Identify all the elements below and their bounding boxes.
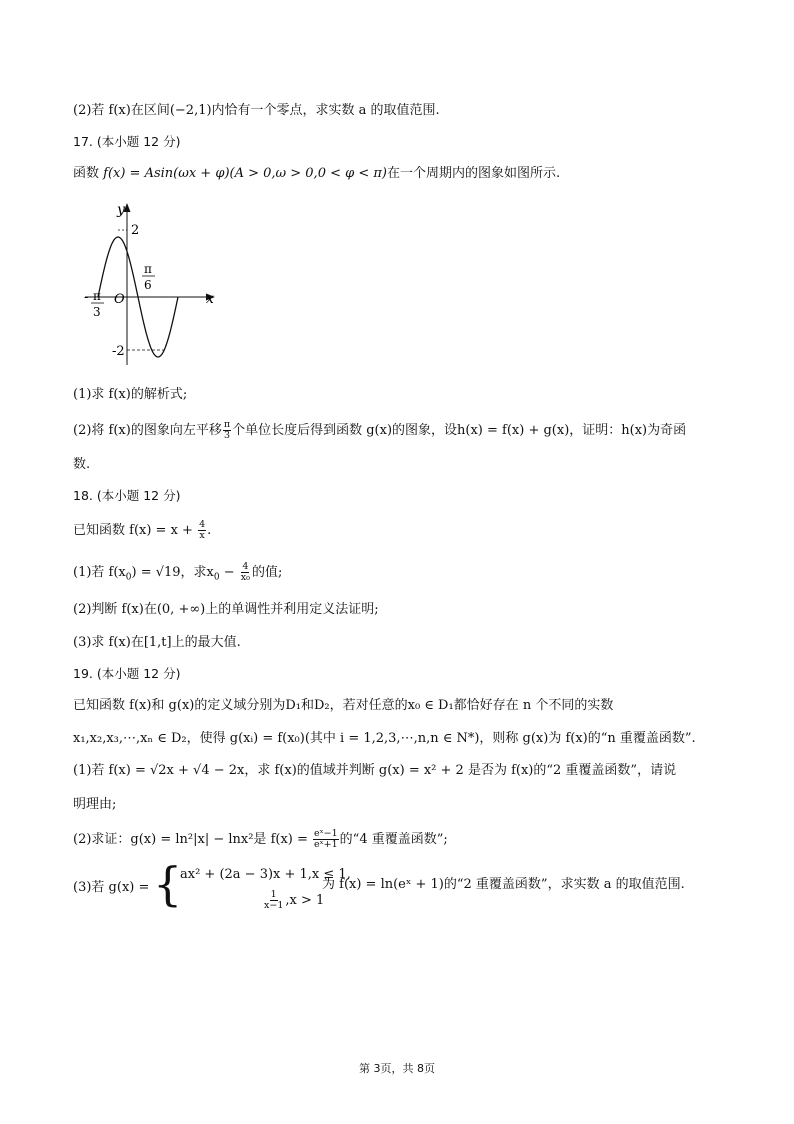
q19-part1-cont: 明理由; [73,797,117,812]
q19-part3-case2-fraction [263,890,284,911]
fraction-denominator: x−1 [264,900,284,911]
q16-part2: (2)若 f(x)在区间(−2,1)内恰有一个零点，求实数 a 的取值范围. [73,103,440,118]
q19-part3-rest: 为 f(x) = ln(eˣ + 1)的“2 重覆盖函数”，求实数 a 的取值范围. [322,877,685,892]
q18-part1: (1)若 $f(x_0) = √19$，求$x_0$ − $\frac{4}{\text{x₀}}$ 的值; [73,561,283,583]
q19-part3-case2 [262,890,324,911]
left-zero-denominator: 3 [93,305,101,319]
q17-part2-fraction [223,420,231,441]
q18-stem [73,520,211,541]
q19-stem-line1: 已知函数 f(x)和 g(x)的定义域分别为D₁和D₂，若对任意的x₀ ∈ D₁都恰好存在 n 个不同的实数 [73,698,614,713]
q19-part1: (1)若 f(x) = √2x + √4 − 2x，求 f(x)的值域并判断 g(x) = x² + 2 是否为 f(x)的“2 重覆盖函数”，请说 [73,763,677,778]
x-axis-label: x [206,291,214,307]
q19-stem-line2: x₁,x₂,x₃,⋯,xₙ ∈ D₂，使得 g(xᵢ) = f(x₀)(其中 i = 1,2,3,⋯,n,n ∈ N*)，则称 g(x)为 f(x)的“n 重覆盖函数”. [73,731,696,746]
right-zero-denominator: 6 [144,278,152,292]
fraction-denominator: x₀ [240,572,250,583]
max-value-label: 2 [131,223,140,238]
q18-part1-end: 的值; [251,565,283,580]
fraction-numerator: 1 [270,889,277,900]
q19-header: 19. (本小题 12 分) [73,666,181,681]
q17-stem-text: 函数 [73,166,104,181]
q18-part2: (2)判断 f(x)在(0, +∞)上的单调性并利用定义法证明; [73,602,379,617]
fraction-numerator: 4 [199,519,206,530]
q19-part3-lead: (3)若 g(x) = [73,880,150,895]
y-axis-label: y [117,202,125,218]
q18-stem-fraction [198,520,206,541]
q19-part2 [73,829,448,850]
q17-part2-text: (2)将 f(x)的图象向左平移 [73,423,222,438]
q17-part2 [73,420,686,441]
q18-part3: (3)求 f(x)在[1,t]上的最大值. [73,635,241,650]
fraction-numerator: π [223,419,231,430]
q17-part2-text-2: 个单位长度后得到函数 g(x)的图象，设h(x) = f(x) + g(x)，证明：h(x)为奇函 [232,423,687,438]
q18-stem-end: . [207,523,212,538]
q17-stem [73,165,560,183]
q19-part2-text: (2)求证：g(x) = ln²|x| − lnx²是 f(x) = [73,832,313,847]
fraction-denominator: x [199,530,205,541]
q18-part1-text: (1)若 f(x [73,565,126,580]
min-value-label: -2 [112,344,125,359]
q17-part1: (1)求 f(x)的解析式; [73,387,188,402]
piecewise-brace-icon: { [153,857,183,911]
q18-part1-minus: − [219,565,239,580]
right-zero-numerator: π [144,262,152,276]
left-zero-numerator: π [93,289,101,303]
q18-part1-fraction [240,562,251,583]
fraction-numerator: 4 [242,561,249,572]
q19-part2-end: 的“4 重覆盖函数”; [339,832,448,847]
q18-stem-text: 已知函数 f(x) = x + [73,523,198,538]
page-footer: 第 3页，共 8页 [359,1062,435,1075]
q17-part2-cont: 数. [73,457,91,472]
q17-stem-formula: f(x) = Asin(ωx + φ)(A > 0,ω > 0,0 < φ < π) [103,166,387,181]
q17-header: 17. (本小题 12 分) [73,134,181,149]
origin-label: O [114,292,125,307]
fraction-denominator: 3 [223,430,230,441]
q18-part1-text-2: ) = √19，求x [131,565,214,580]
left-zero-sign: - [84,290,89,305]
sine-graph-figure [80,200,220,370]
q18-header: 18. (本小题 12 分) [73,488,181,503]
q19-part3-case1: ax² + (2a − 3)x + 1,x ≤ 1, [180,867,351,882]
q19-part3-case2-text: ,x > 1 [285,893,325,908]
q17-stem-text-end: 在一个周期内的图象如图所示. [387,166,561,181]
fraction-numerator: eˣ−1 [314,828,338,839]
fraction-denominator: eˣ+1 [314,839,338,850]
q19-part2-fraction [313,829,339,850]
